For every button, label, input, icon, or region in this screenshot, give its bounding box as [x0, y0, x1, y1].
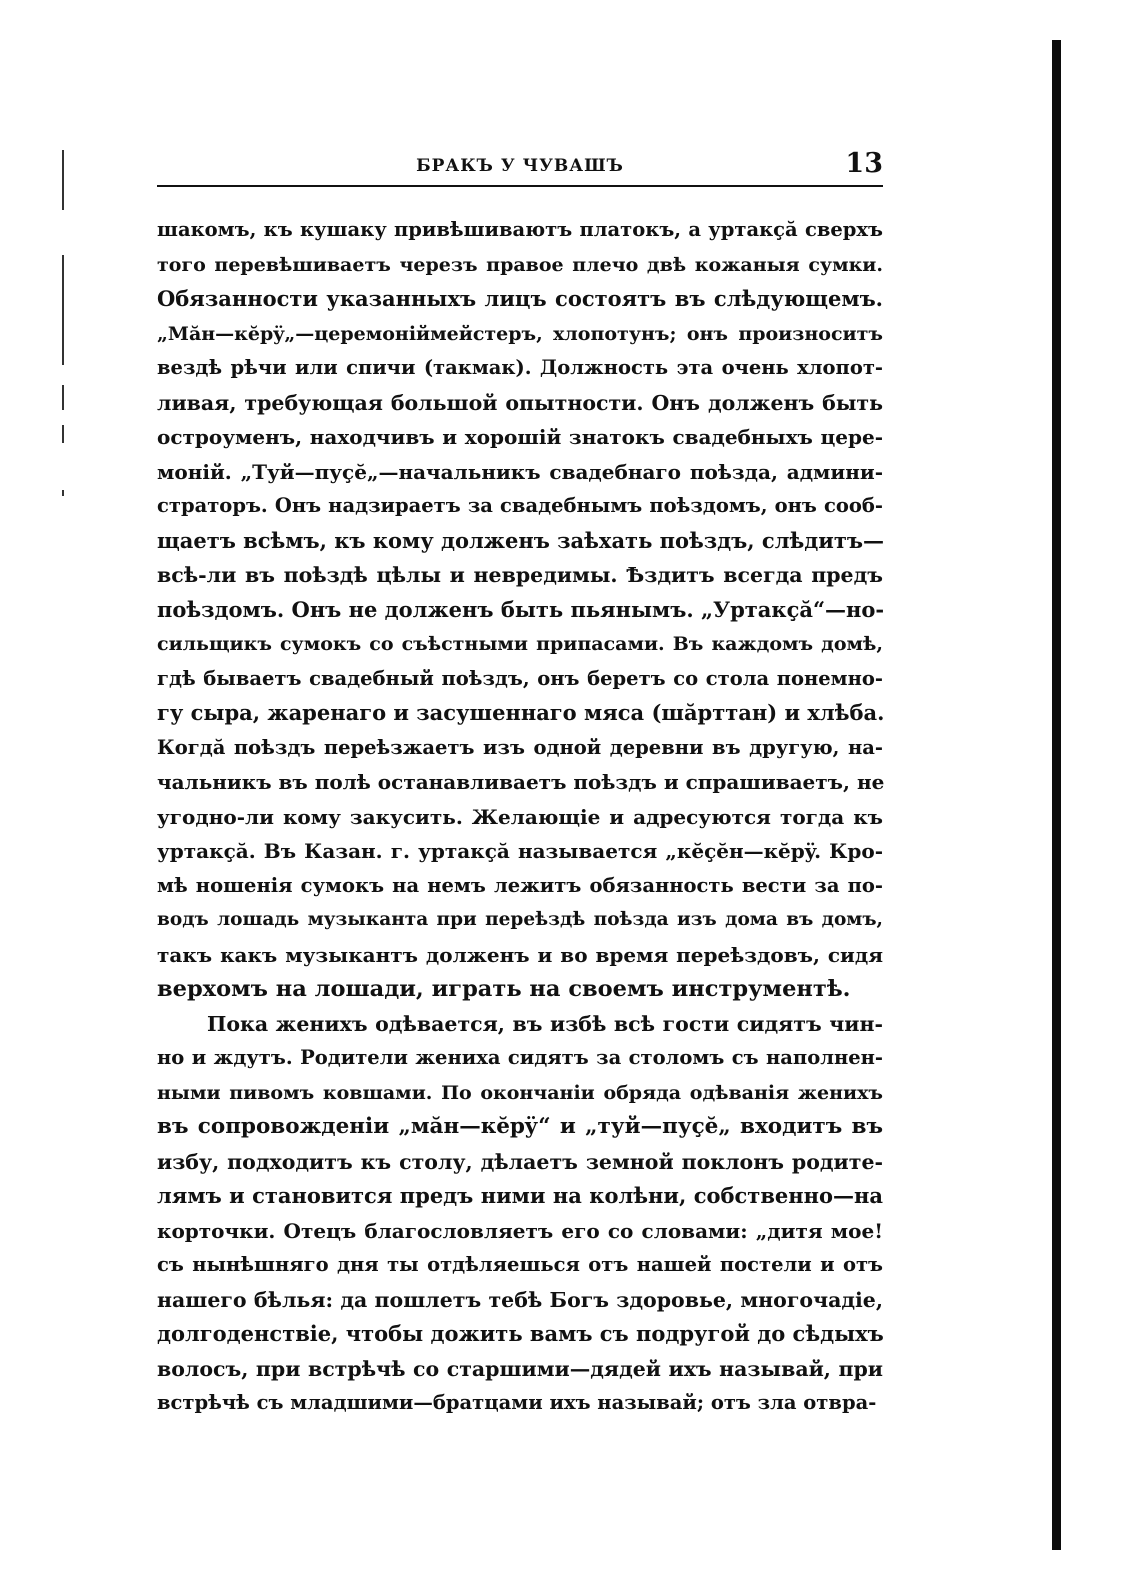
text-line: лямъ и становится предъ ними на колѣни, собственно—на: [157, 1183, 883, 1208]
text-line: остроуменъ, находчивъ и хорошій знатокъ свадебныхъ цере-: [157, 425, 883, 449]
text-line: щаетъ всѣмъ, къ кому долженъ заѣхать поѣздъ, слѣдитъ—: [157, 527, 884, 553]
text-line: Пока женихъ одѣвается, въ избѣ всѣ гости сидятъ чин-: [207, 1011, 883, 1036]
margin-speck: [62, 255, 64, 365]
text-line: моній. „Туй—пуçĕ„—начальникъ свадебнаго поѣзда, админи-: [157, 459, 883, 484]
text-line: чальникъ въ полѣ останавливаетъ поѣздъ и спрашиваетъ, не: [157, 770, 885, 794]
text-line: Когдă поѣздъ переѣзжаетъ изъ одной деревни въ другую, на-: [157, 735, 883, 759]
text-line: нашего бѣлья: да пошлетъ тебѣ Богъ здоровье, многочадіе,: [157, 1287, 883, 1312]
text-line: сильщикъ сумокъ со съѣстными припасами. Въ каждомъ домѣ,: [157, 633, 883, 655]
paragraph: [157, 1007, 883, 1421]
text-line: водъ лошадь музыканта при переѣздѣ поѣзда изъ дома въ домъ,: [157, 909, 883, 930]
text-line: того перевѣшиваетъ черезъ правое плечо двѣ кожаныя сумки.: [157, 253, 883, 276]
text-line: страторъ. Онъ надзираетъ за свадебнымъ поѣздомъ, онъ сооб-: [157, 494, 883, 517]
margin-speck: [62, 150, 64, 210]
paragraph: [157, 213, 883, 1007]
text-line: верхомъ на лошади, играть на своемъ инструментѣ.: [157, 976, 851, 1002]
header-rule: [157, 185, 883, 187]
page-header: [157, 148, 883, 182]
text-line: ными пивомъ ковшами. По окончаніи обряда одѣванія женихъ: [157, 1081, 883, 1104]
text-line: шакомъ, къ кушаку привѣшиваютъ платокъ, а уртакçă сверхъ: [157, 218, 883, 241]
margin-speck: [62, 490, 64, 496]
binding-edge: [1052, 40, 1061, 1550]
text-line: волосъ, при встрѣчѣ со старшими—дядей ихъ называй, при: [157, 1356, 883, 1381]
text-line: угодно-ли кому закусить. Желающіе и адресуются тогда къ: [157, 804, 883, 829]
text-line: „Măн—кĕрÿ„—церемоніймейстеръ, хлопотунъ; онъ произноситъ: [157, 322, 883, 345]
text-line: но и ждутъ. Родители жениха сидятъ за столомъ съ наполнен-: [157, 1046, 883, 1069]
text-line: ливая, требующая большой опытности. Онъ долженъ быть: [157, 390, 883, 415]
text-line: Обязанности указанныхъ лицъ состоятъ въ слѣдующемъ.: [157, 286, 883, 311]
text-line: такъ какъ музыкантъ долженъ и во время переѣздовъ, сидя: [157, 942, 883, 967]
text-line: съ нынѣшняго дня ты отдѣляешься отъ нашей постели и отъ: [157, 1253, 883, 1276]
text-line: корточки. Отецъ благословляетъ его со словами: „дитя мое!: [157, 1218, 883, 1243]
page-number: 13: [845, 148, 883, 179]
text-line: мѣ ношенія сумокъ на немъ лежитъ обязанность вести за по-: [157, 873, 883, 897]
margin-speck: [62, 425, 64, 443]
text-line: поѣздомъ. Онъ не долженъ быть пьянымъ. „Уртакçă“—но-: [157, 596, 885, 622]
text-line: встрѣчѣ съ младшими—братцами ихъ называй; отъ зла отвра-: [157, 1391, 877, 1414]
text-line: долгоденствіе, чтобы дожить вамъ съ подругой до сѣдыхъ: [157, 1321, 884, 1346]
running-title: БРАКЪ У ЧУВАШЪ: [416, 156, 624, 176]
text-line: въ сопровожденіи „мăн—кĕрÿ“ и „туй—пуçĕ„ входитъ въ: [157, 1114, 883, 1139]
text-line: вездѣ рѣчи или спичи (такмак). Должность эта очень хлопот-: [157, 356, 883, 379]
text-line: всѣ-ли въ поѣздѣ цѣлы и невредимы. Ѣздитъ всегда предъ: [157, 563, 883, 587]
text-line: гдѣ бываетъ свадебный поѣздъ, онъ беретъ со стола понемно-: [157, 666, 883, 690]
text-line: избу, подходитъ къ столу, дѣлаетъ земной поклонъ родите-: [157, 1149, 883, 1174]
margin-speck: [62, 385, 64, 410]
body-text: [157, 213, 883, 1421]
text-line: гу сыра, жаренаго и засушеннаго мяса (шăрттан) и хлѣба.: [157, 700, 885, 725]
text-line: уртакçă. Въ Казан. г. уртакçă называется „кĕçĕн—кĕрÿ. Кро-: [157, 839, 883, 863]
